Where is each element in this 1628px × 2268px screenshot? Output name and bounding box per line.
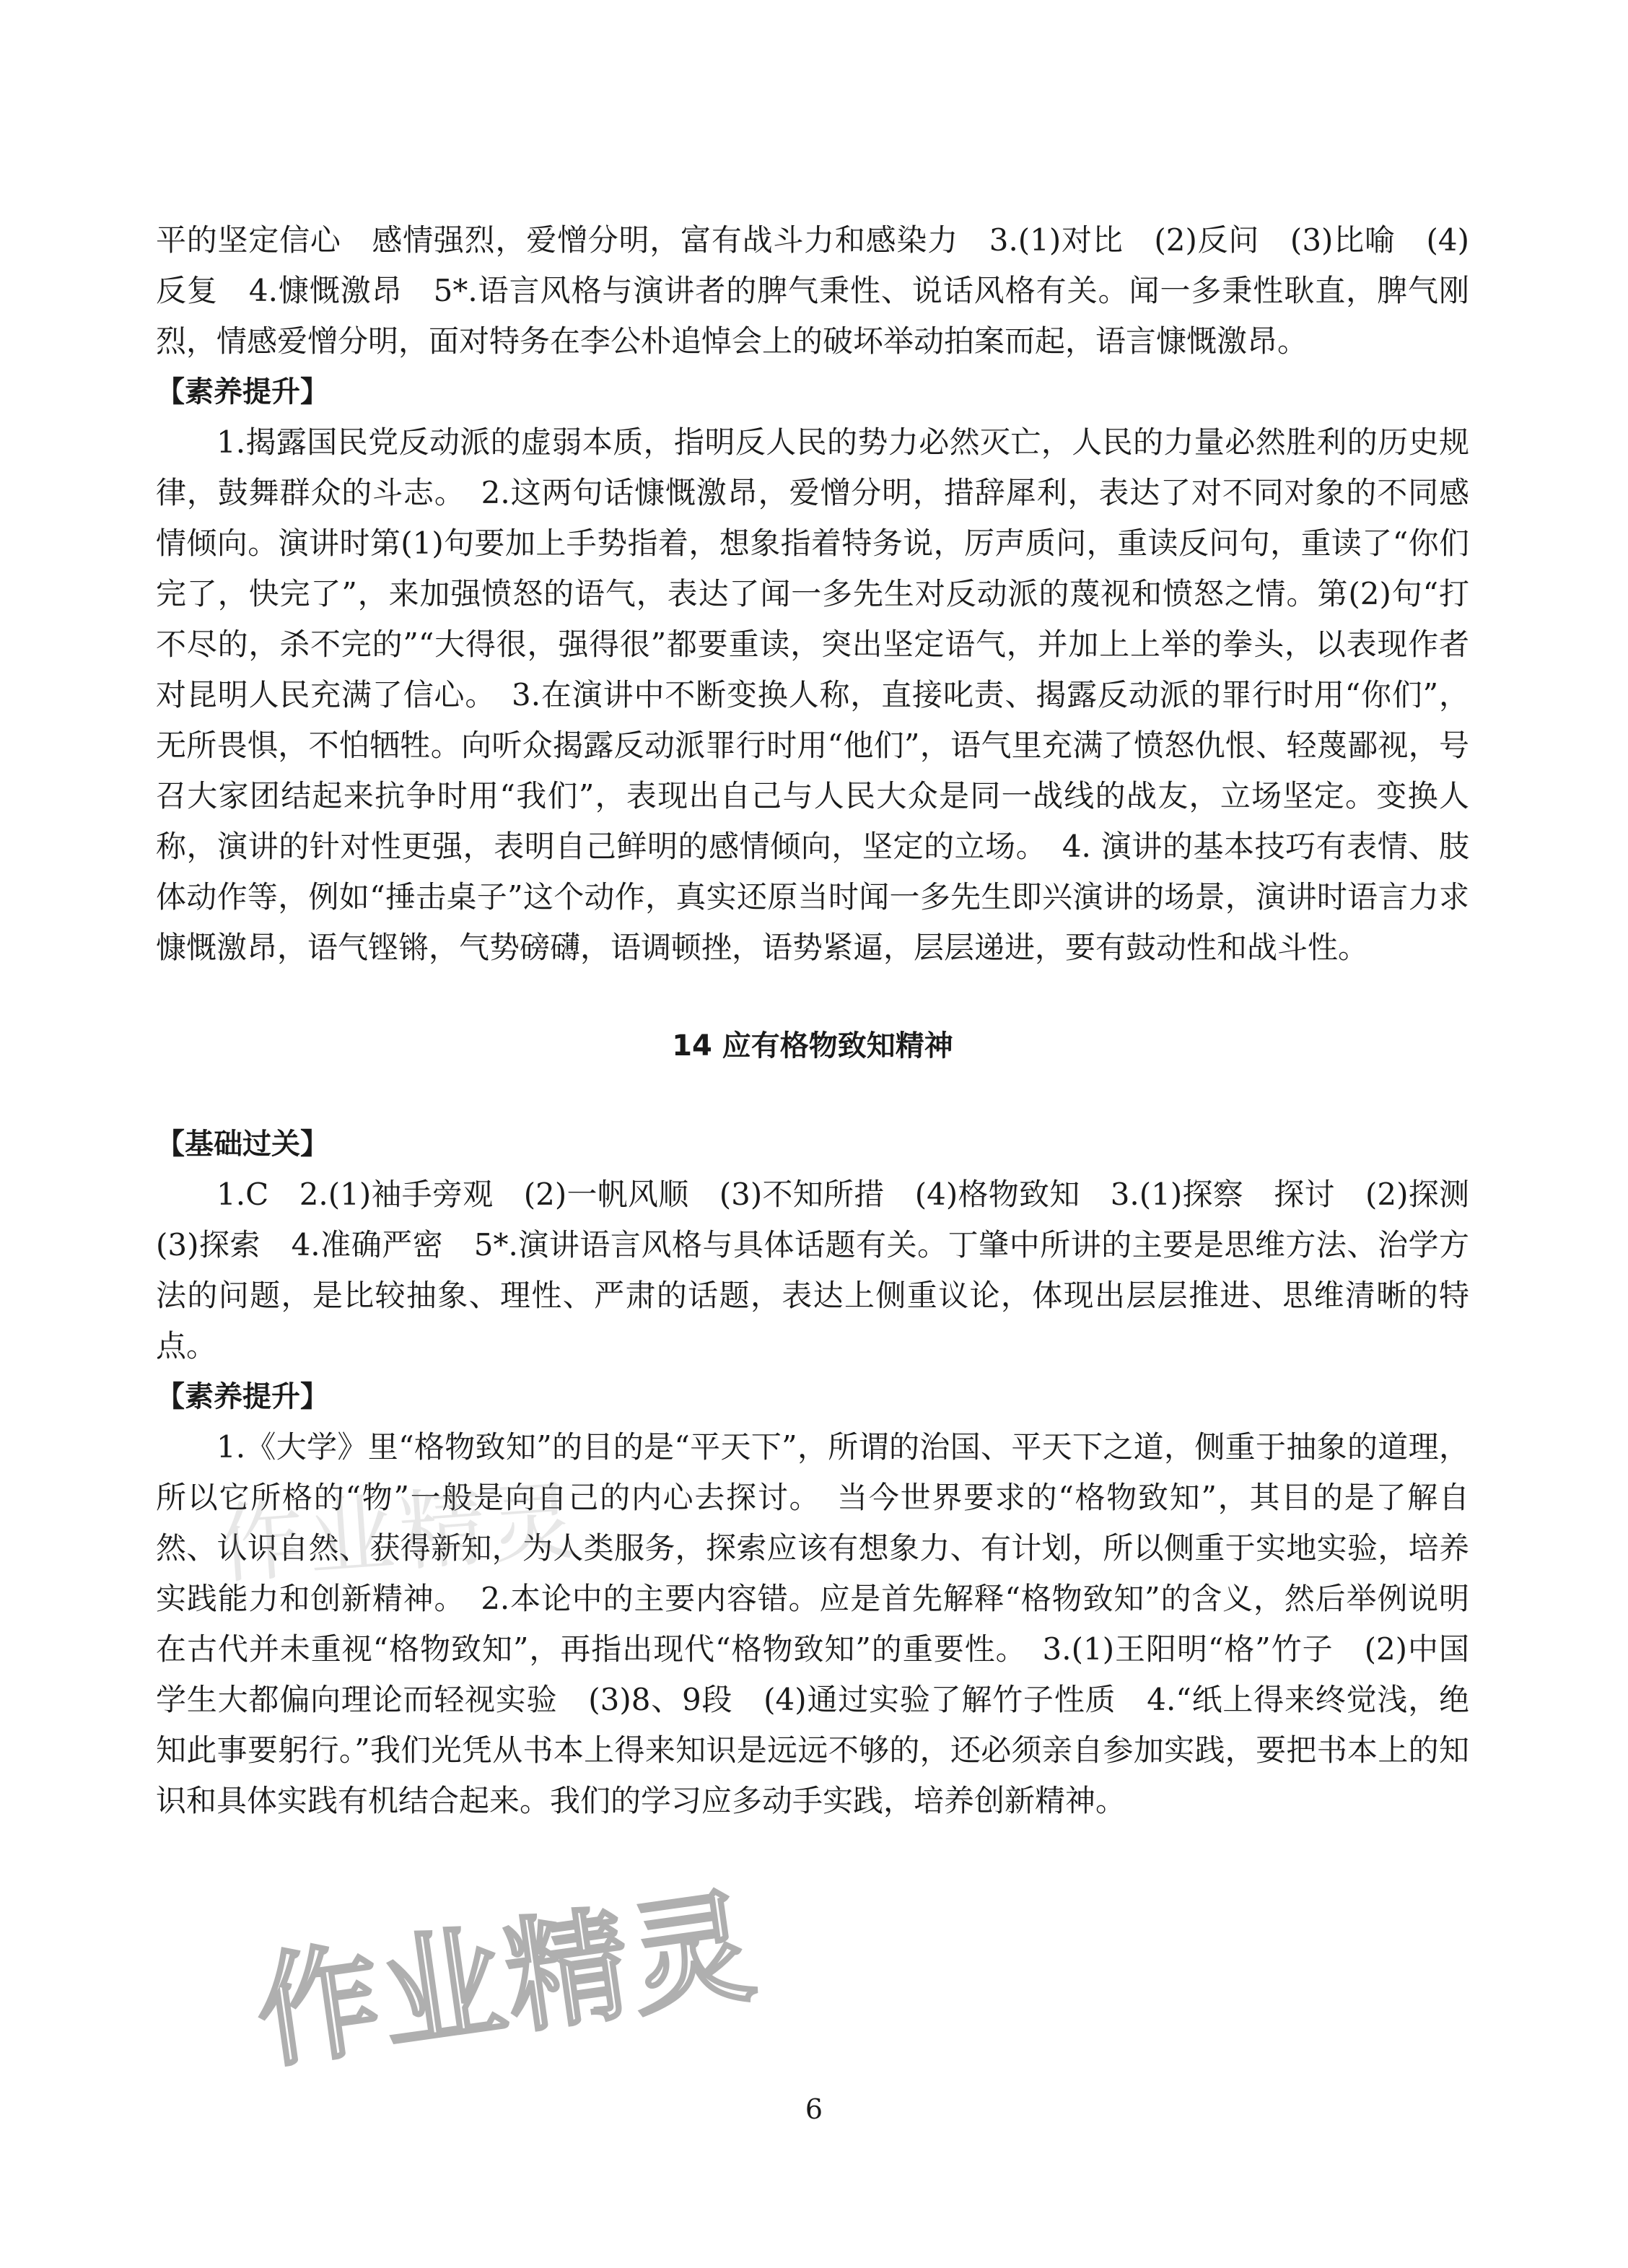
spacer: [156, 1071, 1469, 1119]
chapter-title-14: 14 应有格物致知精神: [672, 1029, 953, 1063]
watermark-text: 作业精灵: [214, 1470, 584, 1597]
watermark-logo: 作业精灵: [248, 1875, 766, 2087]
suyang-heading-13: 【素养提升】: [156, 375, 329, 409]
section13-continuation: 平的坚定信心 感情强烈，爱憎分明，富有战斗力和感染力 3.(1)对比 (2)反问 (3)比喻 (4)反复 4.慷慨激昂 5*.语言风格与演讲者的脾气秉性、说话风格有关。闻一多秉性耿直，脾气刚烈，情感爱憎分明，面对特务在李公朴追悼会上的破坏举动拍案而起，语言慷慨激昂。: [156, 222, 1469, 359]
suyang-answers-14: 1.《大学》里“格物致知”的目的是“平天下”，所谓的治国、平天下之道，侧重于抽象的道理，所以它所格的“物”一般是向自己的内心去探讨。 当今世界要求的“格物致知”，其目的是了解自然、认识自然、获得新知，为人类服务，探索应该有想象力、有计划，所以侧重于实地实验，培养实践能力和创新精神。 2.本论中的主要内容错。应是首先解释“格物致知”的含义，然后举例说明在古代并未重视“格物致知”，再指出现代“格物致知”的重要性。 3.(1)王阳明“格”竹子 (2)中国学生大都偏向理论而轻视实验 (3)8、9段 (4)通过实验了解竹子性质 4.“纸上得来终觉浅，绝知此事要躬行。”我们光凭从书本上得来知识是远远不够的，还必须亲自参加实践，要把书本上的知识和具体实践有机结合起来。我们的学习应多动手实践，培养创新精神。: [156, 1429, 1469, 1818]
jichu-heading-14: 【基础过关】: [156, 1128, 329, 1161]
suyang-answers-13: 1.揭露国民党反动派的虚弱本质，指明反人民的势力必然灭亡，人民的力量必然胜利的历史规律，鼓舞群众的斗志。 2.这两句话慷慨激昂，爱憎分明，措辞犀利，表达了对不同对象的不同感情倾向。演讲时第(1)句要加上手势指着，想象指着特务说，厉声质问，重读反问句，重读了“你们完了，快完了”，来加强愤怒的语气，表达了闻一多先生对反动派的蔑视和愤怒之情。第(2)句“打不尽的，杀不完的”“大得很，强得很”都要重读，突出坚定语气，并加上上举的拳头，以表现作者对昆明人民充满了信心。 3.在演讲中不断变换人称，直接叱责、揭露反动派的罪行时用“你们”，无所畏惧，不怕牺牲。向听众揭露反动派罪行时用“他们”，语气里充满了愤怒仇恨、轻蔑鄙视，号召大家团结起来抗争时用“我们”，表现出自己与人民大众是同一战线的战友，立场坚定。变换人称，演讲的针对性更强，表明自己鲜明的感情倾向，坚定的立场。 4. 演讲的基本技巧有表情、肢体动作等，例如“捶击桌子”这个动作，真实还原当时闻一多先生即兴演讲的场景，演讲时语言力求慷慨激昂，语气铿锵，气势磅礴，语调顿挫，语势紧逼，层层递进，要有鼓动性和战斗性。: [156, 424, 1469, 965]
suyang-heading-14: 【素养提升】: [156, 1380, 329, 1413]
spacer: [156, 973, 1469, 1021]
jichu-answers-14: 1.C 2.(1)袖手旁观 (2)一帆风顺 (3)不知所措 (4)格物致知 3.(1)探察 探讨 (2)探测 (3)探索 4.准确严密 5*.演讲语言风格与具体话题有关。丁肇中所讲的主要是思维方法、治学方法的问题，是比较抽象、理性、严肃的话题，表达上侧重议论，体现出层层推进、思维清晰的特点。: [156, 1177, 1500, 1364]
page-body: [156, 215, 1500, 1826]
page-number: 6: [805, 2093, 823, 2125]
